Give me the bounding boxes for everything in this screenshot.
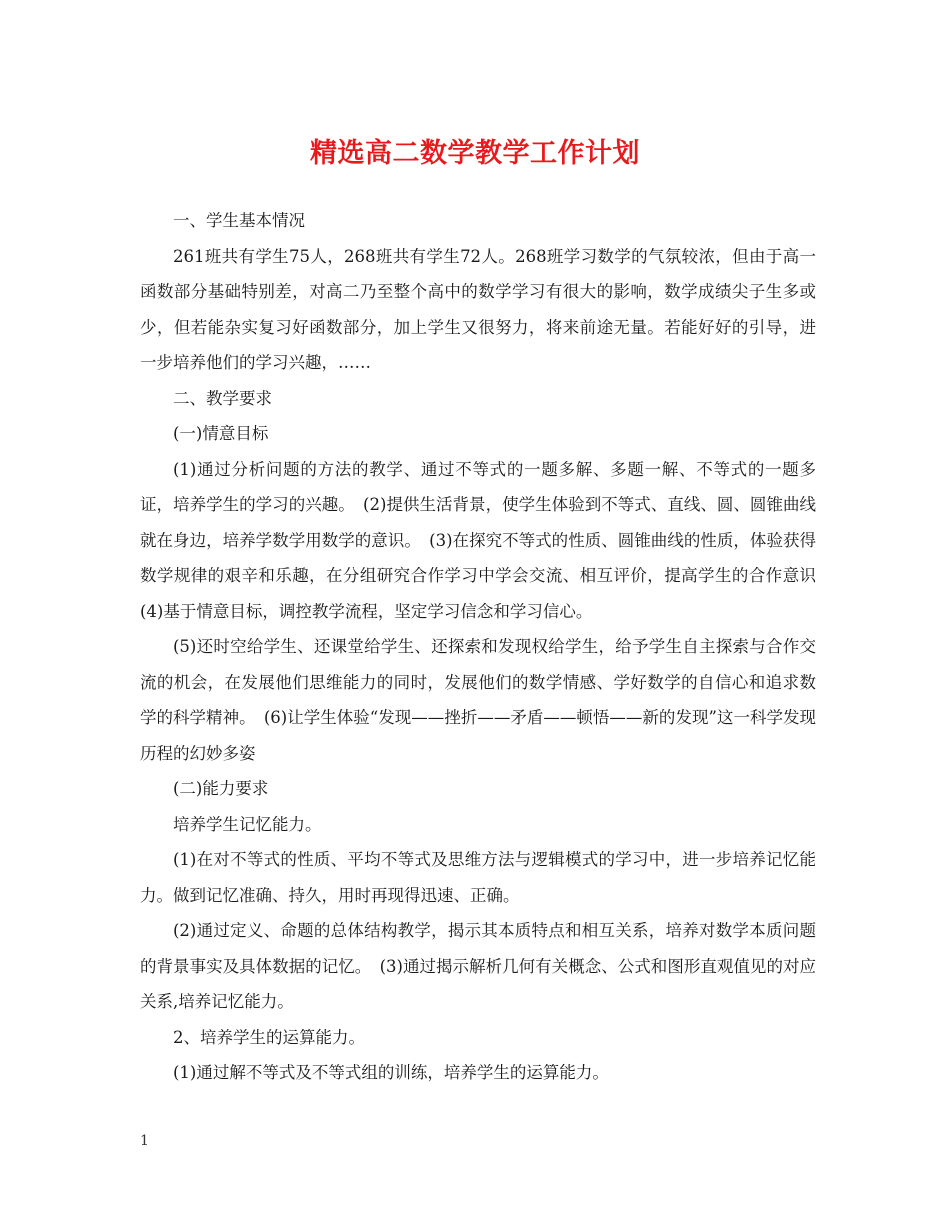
document-title: 精选高二数学教学工作计划 [310,138,640,169]
paragraph-emotional-goals-1-4: (1)通过分析问题的方法的教学、通过不等式的一题多解、多题一解、不等式的一题多证，培养学生的学习的兴趣。 (2)提供生活背景，使学生体验到不等式、直线、圆、圆锥曲线就在身边，培养学数学用数学的意识。 (3)在探究不等式的性质、圆锥曲线的性质，体验获得数学规律的艰辛和乐趣，在分组研究合作学习中学会交流、相互评价，提高学生的合作意识 (4)基于情意目标，调控教学流程，坚定学习信念和学习信心。 [140,459,833,621]
paragraph-computation-ability: 2、培养学生的运算能力。 [173,1027,365,1047]
subheading-ability-requirements: (二)能力要求 [173,779,269,798]
section-heading-student-situation: 一、学生基本情况 [173,211,305,230]
paragraph-memory-items-2-3: (2)通过定义、命题的总体结构教学，揭示其本质特点和相互关系，培养对数学本质问题的背景事实及具体数据的记忆。 (3)通过揭示解析几何有关概念、公式和图形直观值见的对应关系,培养记忆能力。 [140,921,816,1011]
paragraph-student-situation: 261班共有学生75人，268班共有学生72人。268班学习数学的气氛较浓，但由于高一函数部分基础特别差，对高二乃至整个高中的数学学习有很大的影响，数学成绩尖子生多或少，但若能杂实复习好函数部分，加上学生又很努力，将来前途无量。若能好好的引导，进一步培养他们的学习兴趣，…… [140,246,816,372]
page-number: 1 [140,1133,149,1149]
paragraph-memory-ability: 培养学生记忆能力。 [173,814,322,834]
paragraph-emotional-goals-5-6: (5)还时空给学生、还课堂给学生、还探索和发现权给学生，给予学生自主探索与合作交流的机会，在发展他们思维能力的同时，发展他们的数学情感、学好数学的自信心和追求数学的科学精神。 (6)让学生体验“发现——挫折——矛盾——顿悟——新的发现”这一科学发现历程的幻妙多姿 [140,637,816,763]
paragraph-memory-item-1: (1)在对不等式的性质、平均不等式及思维方法与逻辑模式的学习中，进一步培养记忆能力。做到记忆准确、持久，用时再现得迅速、正确。 [140,850,816,905]
document-body [140,203,833,1091]
paragraph-computation-item-1: (1)通过解不等式及不等式组的训练，培养学生的运算能力。 [173,1063,609,1082]
section-heading-teaching-requirements: 二、教学要求 [173,388,272,408]
subheading-emotional-goals: (一)情意目标 [173,424,269,443]
